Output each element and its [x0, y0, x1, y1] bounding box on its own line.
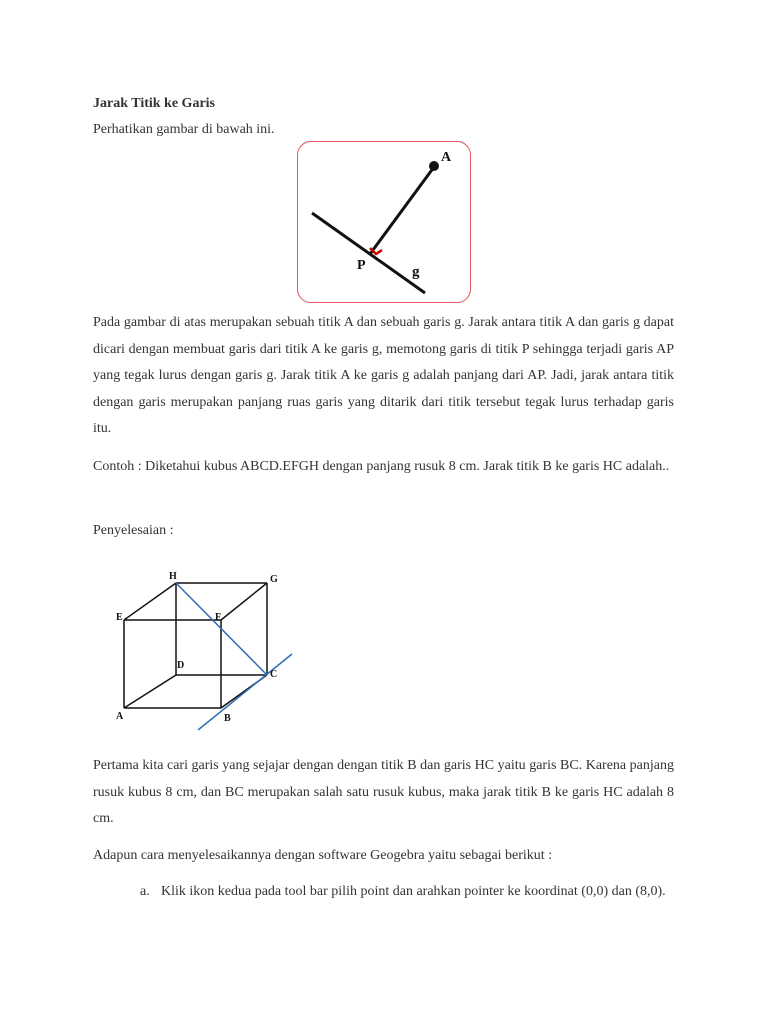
point-line-figure — [297, 141, 471, 303]
line-through-bc — [198, 654, 292, 730]
vertex-a: A — [116, 711, 124, 722]
answer-paragraph: Pertama kita cari garis yang sejajar dengan dengan titik B dan garis HC yaitu garis BC. Karena panjang rusuk kubus 8 cm, dan BC merupakan salah satu rusuk kubus, maka jarak titik B ke garis HC adalah 8 cm. — [93, 758, 674, 826]
label-a: A — [441, 150, 452, 165]
intro-text: Perhatikan gambar di bawah ini. — [93, 122, 275, 137]
vertex-e: E — [116, 612, 123, 623]
example-paragraph: Contoh : Diketahui kubus ABCD.EFGH dengan panjang rusuk 8 cm. Jarak titik B ke garis HC adalah.. — [93, 459, 670, 474]
section-heading: Jarak Titik ke Garis — [93, 96, 216, 111]
vertex-d: D — [177, 660, 185, 671]
vertex-f: F — [215, 612, 222, 623]
list-marker: a. — [140, 884, 150, 899]
vertex-b: B — [224, 713, 231, 724]
point-line-diagram — [298, 142, 472, 304]
explanation-paragraph: Pada gambar di atas merupakan sebuah titik A dan sebuah garis g. Jarak antara titik A dan garis g dapat dicari dengan membuat garis dari titik A ke garis g, memotong garis di titik P sehingga terjadi garis AP yang tegak lurus dengan garis g. Jarak titik A ke garis g adalah panjang dari AP. Jadi, jarak antara titik dengan garis merupakan panjang ruas garis yang ditarik dari titik tersebut tegak lurus terhadap garis itu. — [93, 315, 674, 436]
vertex-c: C — [270, 669, 278, 680]
vertex-h: H — [169, 571, 177, 582]
solution-label: Penyelesaian : — [93, 523, 174, 538]
geogebra-intro: Adapun cara menyelesaikannya dengan software Geogebra yaitu sebagai berikut : — [93, 848, 553, 863]
label-p: P — [357, 258, 366, 273]
list-item-text: Klik ikon kedua pada tool bar pilih point dan arahkan pointer ke koordinat (0,0) dan (8,0). — [161, 884, 666, 899]
point-a-dot — [429, 161, 439, 171]
segment-ap — [370, 167, 434, 254]
vertex-g: G — [270, 574, 278, 585]
cube-diagram — [114, 562, 302, 736]
label-g: g — [412, 264, 420, 280]
cube-figure — [114, 562, 302, 736]
line-g — [312, 213, 425, 293]
